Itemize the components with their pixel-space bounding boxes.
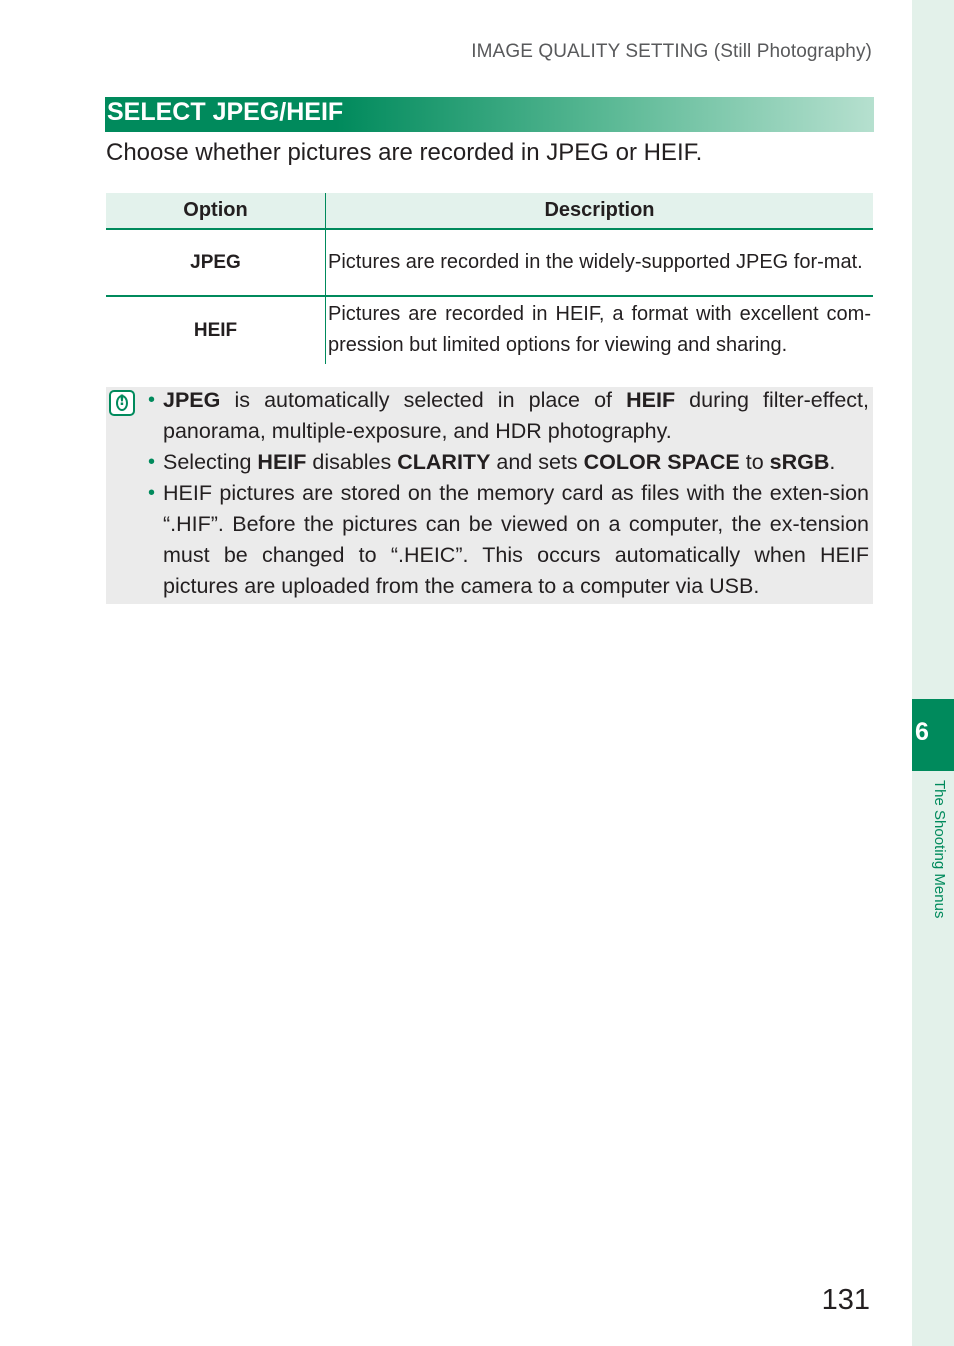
option-cell: HEIF (106, 296, 326, 364)
keyword-heif: HEIF (257, 450, 307, 474)
column-header-option: Option (106, 193, 326, 229)
keyword-jpeg: JPEG (163, 388, 221, 412)
bullet: • (148, 451, 156, 473)
keyword-heif: HEIF (626, 388, 676, 412)
note-list (146, 385, 869, 602)
note-item (146, 478, 869, 602)
section-title-bar (105, 97, 874, 132)
chapter-number: 6 (915, 718, 929, 746)
chapter-side-tab (912, 0, 954, 1346)
bullet: • (148, 482, 156, 504)
chapter-name: The Shooting Menus (931, 780, 948, 919)
keyword-srgb: sRGB (769, 450, 830, 474)
note-text: and sets (490, 450, 584, 474)
note-text: Selecting (163, 450, 258, 474)
keyword-color-space: COLOR SPACE (583, 450, 740, 474)
note-item (146, 447, 869, 478)
note-text: . (829, 450, 836, 474)
options-table (106, 193, 873, 364)
option-cell: JPEG (106, 229, 326, 296)
note-text: during filter-effect, panorama, multiple-exposure, and HDR photography. (163, 388, 869, 443)
note-text: disables (306, 450, 398, 474)
caution-icon (109, 390, 135, 416)
chapter-number-box (912, 699, 954, 771)
table-header-row (106, 193, 873, 229)
page-number: 131 (821, 1284, 870, 1316)
note-text: is automatically selected in place of (220, 388, 627, 412)
caution-note (106, 387, 873, 604)
intro-text: Choose whether pictures are recorded in JPEG or HEIF. (106, 139, 703, 166)
note-text: HEIF pictures are stored on the memory card as files with the exten-sion “.HIF”. Before the pictures can be viewed on a computer, the ex-tension must be changed to “.HEIC”. This occurs automatically when HEIF pictures are uploaded from the camera to a computer via USB. (163, 481, 869, 598)
bullet: • (148, 389, 156, 411)
section-title: SELECT JPEG/HEIF (107, 98, 344, 126)
column-header-description: Description (326, 193, 874, 229)
table-row (106, 229, 873, 296)
description-cell: Pictures are recorded in HEIF, a format with excellent com-pression but limited options for viewing and sharing. (328, 303, 871, 356)
keyword-clarity: CLARITY (397, 450, 491, 474)
note-text: to (739, 450, 770, 474)
table-row (106, 296, 873, 364)
running-head: IMAGE QUALITY SETTING (Still Photography) (471, 41, 872, 62)
note-item (146, 385, 869, 447)
description-cell: Pictures are recorded in the widely-supported JPEG for-mat. (326, 229, 874, 296)
